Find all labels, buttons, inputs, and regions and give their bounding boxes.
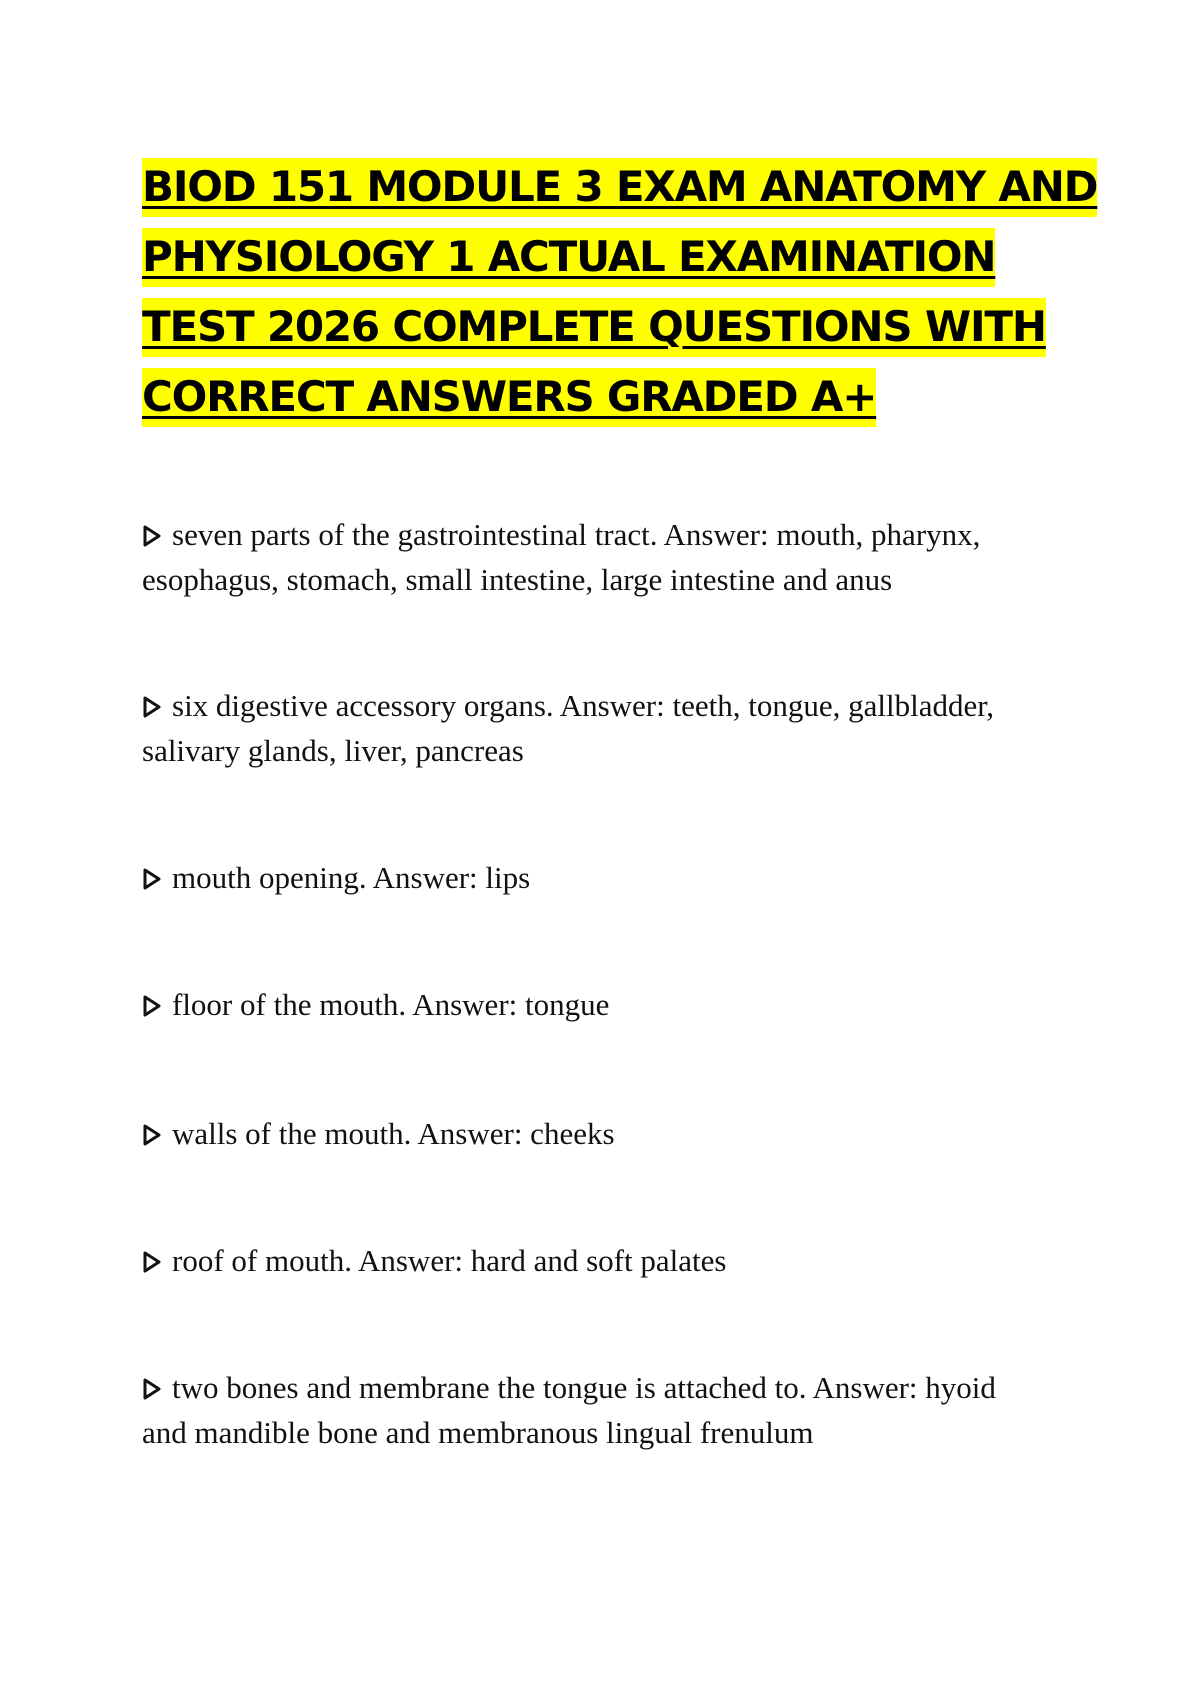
qa-item (142, 982, 1062, 1027)
qa-line (142, 855, 1062, 900)
title-line-text: PHYSIOLOGY 1 ACTUAL EXAMINATION (142, 228, 995, 287)
qa-line-text: roof of mouth. Answer: hard and soft palates (172, 1243, 727, 1278)
qa-line (142, 728, 1062, 773)
qa-line-text: two bones and membrane the tongue is attached to. Answer: hyoid (172, 1370, 996, 1405)
title-line-text: CORRECT ANSWERS GRADED A+ (142, 368, 876, 427)
qa-item (142, 855, 1062, 900)
qa-line-text: seven parts of the gastrointestinal tract. Answer: mouth, pharynx, (172, 517, 981, 552)
qa-line-text: floor of the mouth. Answer: tongue (172, 987, 610, 1022)
arrow-bullet-icon (142, 1250, 162, 1274)
qa-line (142, 683, 1062, 728)
arrow-bullet-icon (142, 1123, 162, 1147)
title-line (142, 222, 1082, 292)
qa-item (142, 683, 1062, 773)
arrow-bullet-icon (142, 994, 162, 1018)
qa-line-text: walls of the mouth. Answer: cheeks (172, 1116, 615, 1151)
title-line (142, 362, 1082, 432)
qa-item (142, 1365, 1062, 1455)
qa-line-text: mouth opening. Answer: lips (172, 860, 531, 895)
arrow-bullet-icon (142, 867, 162, 891)
document-title (142, 152, 1098, 432)
title-line-text: BIOD 151 MODULE 3 EXAM ANATOMY AND (142, 158, 1097, 217)
qa-item (142, 512, 1062, 602)
qa-line (142, 557, 1062, 602)
title-line (142, 152, 1098, 222)
qa-item (142, 1111, 1062, 1156)
qa-line-text: salivary glands, liver, pancreas (142, 733, 524, 768)
qa-line (142, 1365, 1062, 1410)
arrow-bullet-icon (142, 524, 162, 548)
title-line-text: TEST 2026 COMPLETE QUESTIONS WITH (142, 298, 1046, 357)
qa-line (142, 1111, 1062, 1156)
qa-line (142, 982, 1062, 1027)
qa-line (142, 1410, 1062, 1455)
title-line (142, 292, 1082, 362)
qa-line (142, 1238, 1062, 1283)
arrow-bullet-icon (142, 695, 162, 719)
qa-line-text: esophagus, stomach, small intestine, large intestine and anus (142, 562, 893, 597)
qa-line-text: six digestive accessory organs. Answer: teeth, tongue, gallbladder, (172, 688, 995, 723)
qa-line-text: and mandible bone and membranous lingual frenulum (142, 1415, 814, 1450)
arrow-bullet-icon (142, 1377, 162, 1401)
qa-item (142, 1238, 1062, 1283)
qa-line (142, 512, 1062, 557)
